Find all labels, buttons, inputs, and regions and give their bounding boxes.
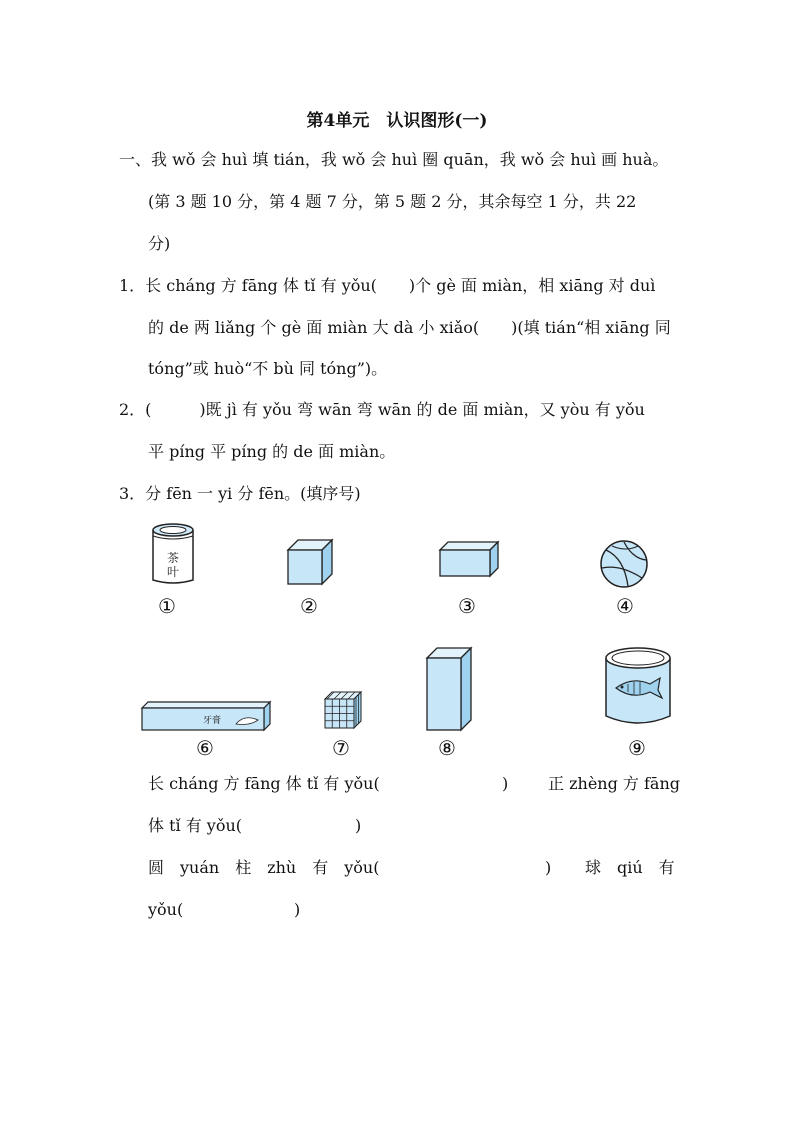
sphere-answer-label-cont: yǒu( [148,900,184,919]
cube-answer-close: ) [355,816,362,835]
figure-label-6: ⑥ [196,736,214,760]
cuboid-answer-label: 长 cháng 方 fāng 体 tǐ 有 yǒu( [148,774,380,793]
question-2-line-2: 平 píng 平 píng 的 de 面 miàn。 [148,442,396,461]
question-3-line-1: 3．分 fēn 一 yi 分 fēn。(填序号) [119,484,361,503]
cylinder-answer-label: 圆 yuán 柱 zhù 有 yǒu( [148,858,380,877]
tea-can-figure [150,520,196,586]
fish-can-figure [602,644,674,730]
sphere-answer-label: 球 qiú 有 [585,858,675,877]
figure-label-9: ⑨ [628,736,646,760]
figure-label-8: ⑧ [438,736,456,760]
rubik-cube-figure [323,690,363,730]
figure-label-7: ⑦ [332,736,350,760]
figure-label-4: ④ [616,594,634,618]
score-note-cont: 分) [148,234,171,253]
tall-cuboid-figure [425,646,473,732]
volleyball-figure [598,538,650,590]
figure-label-3: ③ [458,594,476,618]
toothpaste-label: 牙膏 [202,716,222,726]
figure-label-1: ① [158,594,176,618]
figure-label-2: ② [300,594,318,618]
tea-can-label-2: 叶 [166,565,180,579]
question-1-line-3: tóng”或 huò“不 bù 同 tóng”)。 [148,359,388,378]
page-title: 第4单元 认识图形(一) [306,111,488,131]
toothpaste-box-figure [140,700,272,732]
cube-answer-label-cont: 体 tǐ 有 yǒu( [148,816,243,835]
section-heading: 一、我 wǒ 会 huì 填 tián，我 wǒ 会 huì 圈 quān，我 wǒ 会 huì 画 huà。 [119,150,669,169]
flat-cuboid-figure [438,540,500,578]
question-1-line-1: 1．长 cháng 方 fāng 体 tǐ 有 yǒu( )个 gè 面 miàn，相 xiāng 对 duì [119,276,656,295]
score-note: (第 3 题 10 分，第 4 题 7 分，第 5 题 2 分，其余每空 1 分，共 22 [148,192,637,211]
cuboid-answer-close: ) [502,774,509,793]
tea-can-label-1: 茶 [166,551,180,565]
question-1-line-2: 的 de 两 liǎng 个 gè 面 miàn 大 dà 小 xiǎo( )(填 tián“相 xiāng 同 [148,318,671,337]
cylinder-answer-close: ) [545,858,552,877]
cube-answer-label: 正 zhèng 方 fāng [548,774,681,793]
sphere-answer-close: ) [294,900,301,919]
question-2-line-1: 2．( )既 jì 有 yǒu 弯 wān 弯 wān 的 de 面 miàn，又 yòu 有 yǒu [119,400,645,419]
cube-figure [286,538,334,586]
